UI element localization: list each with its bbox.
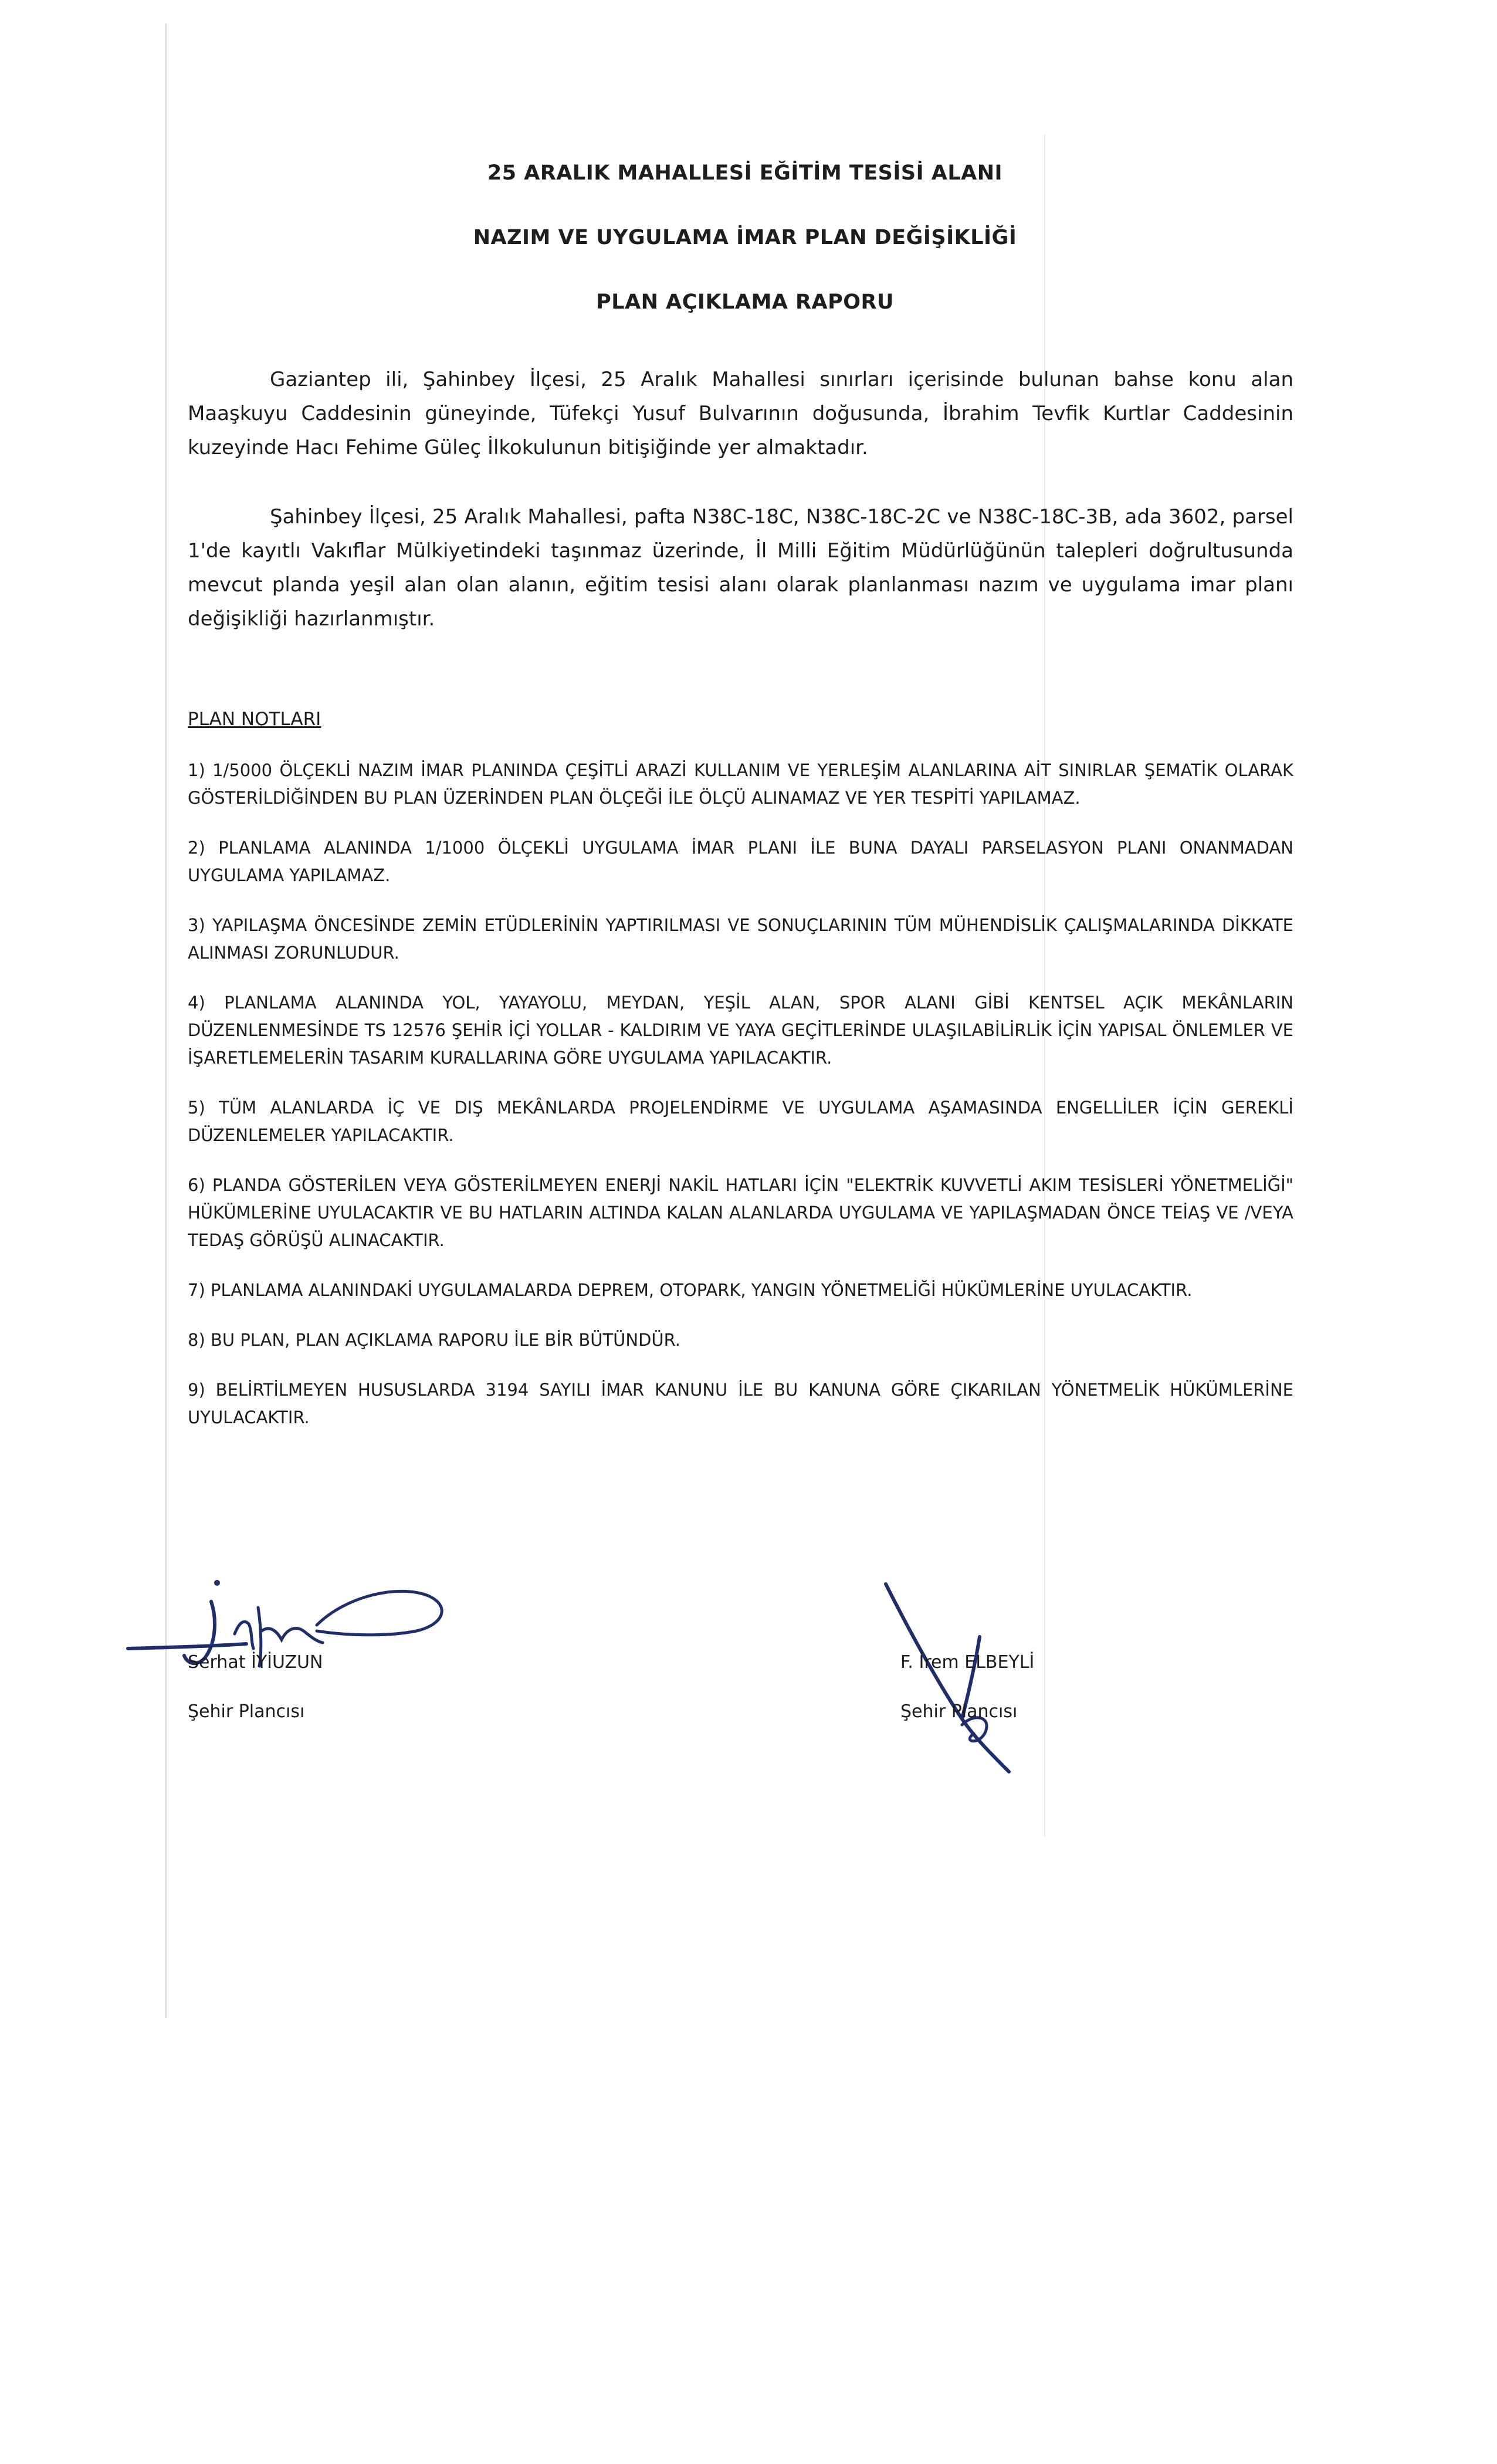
plan-note-7: 7) PLANLAMA ALANINDAKİ UYGULAMALARDA DEPREM, OTOPARK, YANGIN YÖNETMELİĞİ HÜKÜMLERİNE UYULACAKTIR. (188, 1280, 1193, 1300)
signature-right-name: F. İrem ELBEYLİ (900, 1652, 1035, 1673)
signature-right-title: Şehir Plancısı (900, 1701, 1018, 1722)
signature-left (188, 1650, 323, 1725)
paragraph-text: Gaziantep ili, Şahinbey İlçesi, 25 Aralık Mahallesi sınırları içerisinde bulunan bahse konu alan Maaşkuyu Caddesinin güneyinde, Tüfekçi Yusuf Bulvarının doğusunda, İbrahim Tevfik Kurtlar Caddesinin kuzeyinde Hacı Fehime Güleç İlkokulunun bitişiğinde yer almaktadır. (188, 368, 1293, 459)
signature-left-name: Serhat İYİUZUN (188, 1652, 323, 1673)
plan-note-1: 1) 1/5000 ÖLÇEKLİ NAZIM İMAR PLANINDA ÇEŞİTLİ ARAZİ KULLANIM VE YERLEŞİM ALANLARINA AİT SINIRLAR ŞEMATİK OLARAK GÖSTERİLDİĞİNDEN BU PLAN ÜZERİNDEN PLAN ÖLÇEĞİ İLE ÖLÇÜ ALINAMAZ VE YER TESPİTİ YAPILAMAZ. (188, 760, 1293, 808)
plan-note-2: 2) PLANLAMA ALANINDA 1/1000 ÖLÇEKLİ UYGULAMA İMAR PLANI İLE BUNA DAYALI PARSELASYON PLANI ONANMADAN UYGULAMA YAPILAMAZ. (188, 838, 1293, 885)
signature-left-title: Şehir Plancısı (188, 1701, 305, 1722)
plan-note-6: 6) PLANDA GÖSTERİLEN VEYA GÖSTERİLMEYEN ENERJİ NAKİL HATLARI İÇİN "ELEKTRİK KUVVETLİ AKIM TESİSLERİ YÖNETMELİĞİ" HÜKÜMLERİNE UYULACAKTIR VE BU HATLARIN ALTINDA KALAN ALANLARDA UYGULAMA VE YAPILAŞMADAN ÖNCE TEİAŞ VE /VEYA TEDAŞ GÖRÜŞÜ ALINACAKTIR. (188, 1175, 1293, 1250)
intro-paragraph-2 (188, 500, 1293, 636)
header-line-1: 25 ARALIK MAHALLESİ EĞİTİM TESİSİ ALANI (487, 161, 1003, 185)
plan-note-8: 8) BU PLAN, PLAN AÇIKLAMA RAPORU İLE BİR BÜTÜNDÜR. (188, 1330, 680, 1350)
signature-right (900, 1650, 1034, 1725)
plan-note-4: 4) PLANLAMA ALANINDA YOL, YAYAYOLU, MEYDAN, YEŞİL ALAN, SPOR ALANI GİBİ KENTSEL AÇIK MEKÂNLARIN DÜZENLENMESİNDE TS 12576 ŞEHİR İÇİ YOLLAR - KALDIRIM VE YAYA GEÇİTLERİNDE ULAŞILABİLİRLİK İÇİN YAPISAL ÖNLEMLER VE İŞARETLEMELERİN TASARIM KURALLARINA GÖRE UYGULAMA YAPILACAKTIR. (188, 993, 1293, 1068)
plan-notes-title: PLAN NOTLARI (188, 709, 321, 730)
plan-notes-list (188, 757, 1293, 1454)
paragraph-text: Şahinbey İlçesi, 25 Aralık Mahallesi, pafta N38C-18C, N38C-18C-2C ve N38C-18C-3B, ada 3602, parsel 1'de kayıtlı Vakıflar Mülkiyetindeki taşınmaz üzerinde, İl Milli Eğitim Müdürlüğünün talepleri doğrultusunda mevcut planda yeşil alan olan alanın, eğitim tesisi alanı olarak planlanması nazım ve uygulama imar planı değişikliği hazırlanmıştır. (188, 505, 1293, 631)
plan-note-3: 3) YAPILAŞMA ÖNCESİNDE ZEMİN ETÜDLERİNİN YAPTIRILMASI VE SONUÇLARININ TÜM MÜHENDİSLİK ÇALIŞMALARINDA DİKKATE ALINMASI ZORUNLUDUR. (188, 915, 1293, 963)
scan-edge-line (165, 23, 167, 2018)
intro-paragraph-1 (188, 363, 1293, 465)
document-header (188, 155, 1302, 349)
plan-note-5: 5) TÜM ALANLARDA İÇ VE DIŞ MEKÂNLARDA PROJELENDİRME VE UYGULAMA AŞAMASINDA ENGELLİLER İÇİN GEREKLİ DÜZENLEMELER YAPILACAKTIR. (188, 1098, 1293, 1145)
plan-note-9: 9) BELİRTİLMEYEN HUSUSLARDA 3194 SAYILI İMAR KANUNU İLE BU KANUNA GÖRE ÇIKARILAN YÖNETMELİK HÜKÜMLERİNE UYULACAKTIR. (188, 1380, 1293, 1427)
header-line-2: NAZIM VE UYGULAMA İMAR PLAN DEĞİŞİKLİĞİ (473, 226, 1017, 249)
header-line-3: PLAN AÇIKLAMA RAPORU (596, 290, 894, 314)
